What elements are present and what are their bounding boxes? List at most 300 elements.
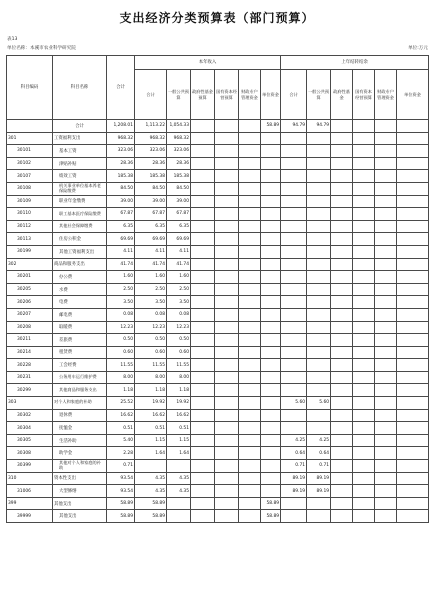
current-amount-cell: 0.08 [135,308,167,321]
current-amount-cell [215,371,239,384]
prior-amount-cell [331,434,353,447]
prior-amount-cell [331,422,353,435]
current-amount-cell [261,182,281,195]
current-amount-cell [215,283,239,296]
prior-amount-cell [281,157,307,170]
prior-amount-cell: 0.71 [307,460,331,473]
table-row [7,283,429,296]
current-amount-cell [215,271,239,284]
table-row [7,359,429,372]
current-amount-cell [215,182,239,195]
current-amount-cell: 323.06 [167,145,191,158]
current-amount-cell: 58.89 [135,497,167,510]
prior-amount-cell [397,334,429,347]
current-amount-cell [239,485,261,498]
current-amount-cell [191,346,215,359]
current-amount-cell [261,271,281,284]
current-amount-cell [215,460,239,473]
prior-amount-cell [397,447,429,460]
prior-amount-cell [281,233,307,246]
current-amount-cell [261,434,281,447]
prior-amount-cell [375,245,397,258]
prior-amount-cell [331,460,353,473]
current-amount-cell [191,283,215,296]
prior-amount-cell [307,371,331,384]
prior-amount-cell [331,258,353,271]
current-amount-cell [215,233,239,246]
current-amount-cell: 16.62 [135,409,167,422]
current-amount-cell [261,447,281,460]
current-amount-cell [167,497,191,510]
current-amount-cell: 28.36 [135,157,167,170]
current-amount-cell [215,359,239,372]
prior-amount-cell [375,195,397,208]
prior-amount-cell [375,472,397,485]
current-amount-cell [215,472,239,485]
account-code-cell: 30308 [7,447,53,460]
prior-amount-cell [331,308,353,321]
prior-amount-cell: 89.19 [307,485,331,498]
current-amount-cell [191,132,215,145]
total-amount-cell: 8.00 [107,371,135,384]
current-amount-cell [261,359,281,372]
current-amount-cell [239,233,261,246]
prior-amount-cell [397,296,429,309]
current-amount-cell: 0.50 [167,334,191,347]
prior-amount-cell [281,359,307,372]
account-code-cell: 30214 [7,346,53,359]
prior-amount-cell [331,195,353,208]
total-amount-cell: 0.50 [107,334,135,347]
current-amount-cell: 1.60 [167,271,191,284]
current-amount-cell [215,321,239,334]
prior-amount-cell [375,409,397,422]
account-name-cell: 其他商品和服务支出 [53,384,107,397]
current-amount-cell [191,460,215,473]
current-amount-cell: 16.62 [167,409,191,422]
account-code-cell: 30108 [7,182,53,195]
current-amount-cell: 6.35 [167,220,191,233]
account-code-cell: 30231 [7,371,53,384]
prior-amount-cell [331,321,353,334]
prior-amount-cell [281,346,307,359]
prior-amount-cell [397,195,429,208]
current-amount-cell: 968.32 [167,132,191,145]
prior-amount-cell [331,384,353,397]
prior-amount-cell [307,409,331,422]
account-code-cell: 301 [7,132,53,145]
current-amount-cell: 41.74 [167,258,191,271]
current-amount-cell: 2.50 [135,283,167,296]
current-amount-cell [167,510,191,523]
current-amount-cell [215,132,239,145]
prior-amount-cell: 5.60 [307,397,331,410]
prior-amount-cell [331,510,353,523]
account-name-cell: 津贴补贴 [53,157,107,170]
prior-amount-cell [281,321,307,334]
current-amount-cell [215,145,239,158]
total-amount-cell: 1,208.01 [107,120,135,133]
prior-amount-cell [307,321,331,334]
prior-amount-cell [375,170,397,183]
total-amount-cell: 2.50 [107,283,135,296]
header-total: 合计 [107,56,135,120]
unit-name: 单位名称：本溪市农业科学研究院 [7,46,76,51]
prior-amount-cell [281,132,307,145]
prior-amount-cell [397,460,429,473]
current-amount-cell [239,397,261,410]
prior-amount-cell: 0.64 [281,447,307,460]
prior-amount-cell [281,296,307,309]
current-amount-cell [239,283,261,296]
current-amount-cell [215,120,239,133]
prior-amount-cell [375,132,397,145]
header-current-group: 本年收入 [135,56,281,70]
current-amount-cell [261,409,281,422]
header-cur-general: 一般公共预算 [167,70,191,120]
prior-amount-cell [307,271,331,284]
prior-amount-cell [307,510,331,523]
account-name-cell: 机关事业单位基本养老保险缴费 [53,182,107,195]
table-row [7,308,429,321]
total-row [7,120,429,133]
current-amount-cell [191,447,215,460]
table-row [7,132,429,145]
prior-amount-cell [397,409,429,422]
prior-amount-cell [353,283,375,296]
table-row [7,220,429,233]
account-name-cell: 其他工资福利支出 [53,245,107,258]
prior-amount-cell [281,258,307,271]
prior-amount-cell [331,245,353,258]
prior-amount-cell [353,384,375,397]
prior-amount-cell [397,485,429,498]
total-amount-cell: 0.08 [107,308,135,321]
total-amount-cell: 1.18 [107,384,135,397]
prior-amount-cell [353,182,375,195]
current-amount-cell [261,346,281,359]
header-code: 科目编码 [7,56,53,120]
current-amount-cell: 1.15 [135,434,167,447]
current-amount-cell [239,346,261,359]
prior-amount-cell [281,422,307,435]
prior-amount-cell [331,472,353,485]
prior-amount-cell [397,472,429,485]
current-amount-cell [239,472,261,485]
current-amount-cell [215,384,239,397]
prior-amount-cell [331,120,353,133]
account-code-cell: 30199 [7,245,53,258]
table-row [7,233,429,246]
current-amount-cell: 11.55 [135,359,167,372]
current-amount-cell: 0.51 [135,422,167,435]
account-name-cell: 对个人和家庭的补助 [53,397,107,410]
table-body [7,120,429,523]
prior-amount-cell [307,359,331,372]
current-amount-cell [261,258,281,271]
current-amount-cell: 1.18 [135,384,167,397]
prior-amount-cell [353,510,375,523]
current-amount-cell [215,334,239,347]
prior-amount-cell: 89.19 [281,485,307,498]
current-amount-cell [261,334,281,347]
current-amount-cell [191,497,215,510]
current-amount-cell: 3.50 [135,296,167,309]
prior-amount-cell [375,397,397,410]
current-amount-cell [261,472,281,485]
current-amount-cell [215,258,239,271]
table-row [7,195,429,208]
prior-amount-cell [331,485,353,498]
current-amount-cell [215,510,239,523]
account-code-cell: 310 [7,472,53,485]
table-row [7,497,429,510]
total-amount-cell: 0.71 [107,460,135,473]
prior-amount-cell [331,220,353,233]
prior-amount-cell [375,208,397,221]
prior-amount-cell [281,145,307,158]
header-cur-total: 合计 [135,70,167,120]
prior-amount-cell [375,271,397,284]
prior-amount-cell: 4.25 [307,434,331,447]
current-amount-cell [191,334,215,347]
current-amount-cell [191,434,215,447]
prior-amount-cell [307,220,331,233]
current-amount-cell [215,434,239,447]
prior-amount-cell [307,384,331,397]
current-amount-cell: 19.92 [167,397,191,410]
current-amount-cell [239,157,261,170]
current-amount-cell [239,271,261,284]
prior-amount-cell [375,157,397,170]
prior-amount-cell [375,384,397,397]
current-amount-cell: 84.50 [135,182,167,195]
table-row [7,334,429,347]
prior-amount-cell [281,409,307,422]
prior-amount-cell [353,296,375,309]
prior-amount-cell [353,460,375,473]
table-row [7,472,429,485]
prior-amount-cell [353,371,375,384]
account-code-cell: 30205 [7,283,53,296]
prior-amount-cell [331,359,353,372]
prior-amount-cell: 5.60 [281,397,307,410]
total-amount-cell: 0.60 [107,346,135,359]
prior-amount-cell [375,283,397,296]
account-code-cell: 30211 [7,334,53,347]
current-amount-cell [191,472,215,485]
table-row [7,170,429,183]
account-name-cell: 其他社会保障缴费 [53,220,107,233]
prior-amount-cell [331,233,353,246]
total-amount-cell: 11.55 [107,359,135,372]
prior-amount-cell [331,157,353,170]
header-prior-total: 合计 [281,70,307,120]
current-amount-cell [261,132,281,145]
current-amount-cell [239,182,261,195]
current-amount-cell [261,195,281,208]
table-row [7,371,429,384]
total-amount-cell: 93.54 [107,472,135,485]
prior-amount-cell [331,397,353,410]
prior-amount-cell [331,145,353,158]
prior-amount-cell [375,460,397,473]
prior-amount-cell [375,485,397,498]
prior-amount-cell: 89.19 [281,472,307,485]
prior-amount-cell [397,510,429,523]
table-row [7,245,429,258]
prior-amount-cell [331,208,353,221]
prior-amount-cell [331,296,353,309]
account-code-cell: 30201 [7,271,53,284]
prior-amount-cell [281,245,307,258]
current-amount-cell [239,334,261,347]
prior-amount-cell [281,510,307,523]
prior-amount-cell [375,220,397,233]
header-cur-fund: 政府性基金预算 [191,70,215,120]
current-amount-cell [261,397,281,410]
prior-amount-cell [375,308,397,321]
table-row [7,434,429,447]
prior-amount-cell [397,384,429,397]
prior-amount-cell [353,145,375,158]
total-amount-cell: 5.40 [107,434,135,447]
prior-amount-cell [307,245,331,258]
current-amount-cell [261,308,281,321]
prior-amount-cell [281,308,307,321]
current-amount-cell [191,371,215,384]
current-amount-cell [191,195,215,208]
current-amount-cell [239,359,261,372]
table-row [7,447,429,460]
account-code-cell: 39999 [7,510,53,523]
prior-amount-cell [281,371,307,384]
current-amount-cell: 323.06 [135,145,167,158]
current-amount-cell [239,460,261,473]
total-amount-cell: 4.11 [107,245,135,258]
current-amount-cell [191,220,215,233]
current-amount-cell [191,485,215,498]
account-name-cell: 工会经费 [53,359,107,372]
prior-amount-cell [353,308,375,321]
account-name-cell: 合计 [53,120,107,133]
account-name-cell: 其他支出 [53,510,107,523]
current-amount-cell [239,371,261,384]
account-name-cell: 差旅费 [53,334,107,347]
prior-amount-cell [353,132,375,145]
current-amount-cell [191,120,215,133]
prior-amount-cell [353,359,375,372]
prior-amount-cell [397,397,429,410]
account-code-cell [7,120,53,133]
prior-amount-cell [281,384,307,397]
account-code-cell: 30207 [7,308,53,321]
prior-amount-cell [397,170,429,183]
total-amount-cell: 0.51 [107,422,135,435]
account-code-cell: 30208 [7,321,53,334]
current-amount-cell: 185.38 [135,170,167,183]
total-amount-cell: 185.38 [107,170,135,183]
current-amount-cell [261,157,281,170]
prior-amount-cell [397,245,429,258]
table-row [7,409,429,422]
account-code-cell: 303 [7,397,53,410]
prior-amount-cell [331,334,353,347]
current-amount-cell [215,409,239,422]
total-amount-cell: 41.74 [107,258,135,271]
current-amount-cell: 41.74 [135,258,167,271]
total-amount-cell: 1.60 [107,271,135,284]
total-amount-cell: 58.89 [107,510,135,523]
prior-amount-cell [353,245,375,258]
current-amount-cell: 0.50 [135,334,167,347]
current-amount-cell: 0.08 [167,308,191,321]
table-row [7,384,429,397]
prior-amount-cell [375,182,397,195]
current-amount-cell [239,195,261,208]
current-amount-cell [261,460,281,473]
prior-amount-cell [353,220,375,233]
current-amount-cell [261,170,281,183]
table-row [7,397,429,410]
prior-amount-cell [281,497,307,510]
account-name-cell: 其他对个人和家庭的补助 [53,460,107,473]
account-name-cell: 职工基本医疗保险缴费 [53,208,107,221]
total-amount-cell: 39.00 [107,195,135,208]
account-code-cell: 30399 [7,460,53,473]
current-amount-cell: 4.35 [135,472,167,485]
total-amount-cell: 2.28 [107,447,135,460]
account-code-cell: 302 [7,258,53,271]
prior-amount-cell [353,447,375,460]
current-amount-cell [261,371,281,384]
current-amount-cell [215,497,239,510]
prior-amount-cell [331,409,353,422]
current-amount-cell: 58.89 [135,510,167,523]
current-amount-cell [239,447,261,460]
current-amount-cell: 39.00 [135,195,167,208]
prior-amount-cell: 0.64 [307,447,331,460]
table-row [7,145,429,158]
current-amount-cell: 1.60 [135,271,167,284]
current-amount-cell [239,510,261,523]
current-amount-cell: 4.35 [167,485,191,498]
budget-table [6,55,429,523]
prior-amount-cell [375,120,397,133]
account-code-cell: 30109 [7,195,53,208]
current-amount-cell [239,245,261,258]
current-amount-cell [215,447,239,460]
current-amount-cell [261,233,281,246]
account-name-cell: 租赁费 [53,346,107,359]
prior-amount-cell [281,283,307,296]
account-code-cell: 30304 [7,422,53,435]
prior-amount-cell [375,258,397,271]
current-amount-cell [215,422,239,435]
prior-amount-cell [307,195,331,208]
total-amount-cell: 968.32 [107,132,135,145]
current-amount-cell [191,208,215,221]
account-name-cell: 商品和服务支出 [53,258,107,271]
current-amount-cell [261,485,281,498]
account-code-cell: 31006 [7,485,53,498]
current-amount-cell [261,321,281,334]
prior-amount-cell [397,208,429,221]
prior-amount-cell [397,321,429,334]
prior-amount-cell [397,497,429,510]
prior-amount-cell: 94.79 [307,120,331,133]
table-header [7,56,429,120]
